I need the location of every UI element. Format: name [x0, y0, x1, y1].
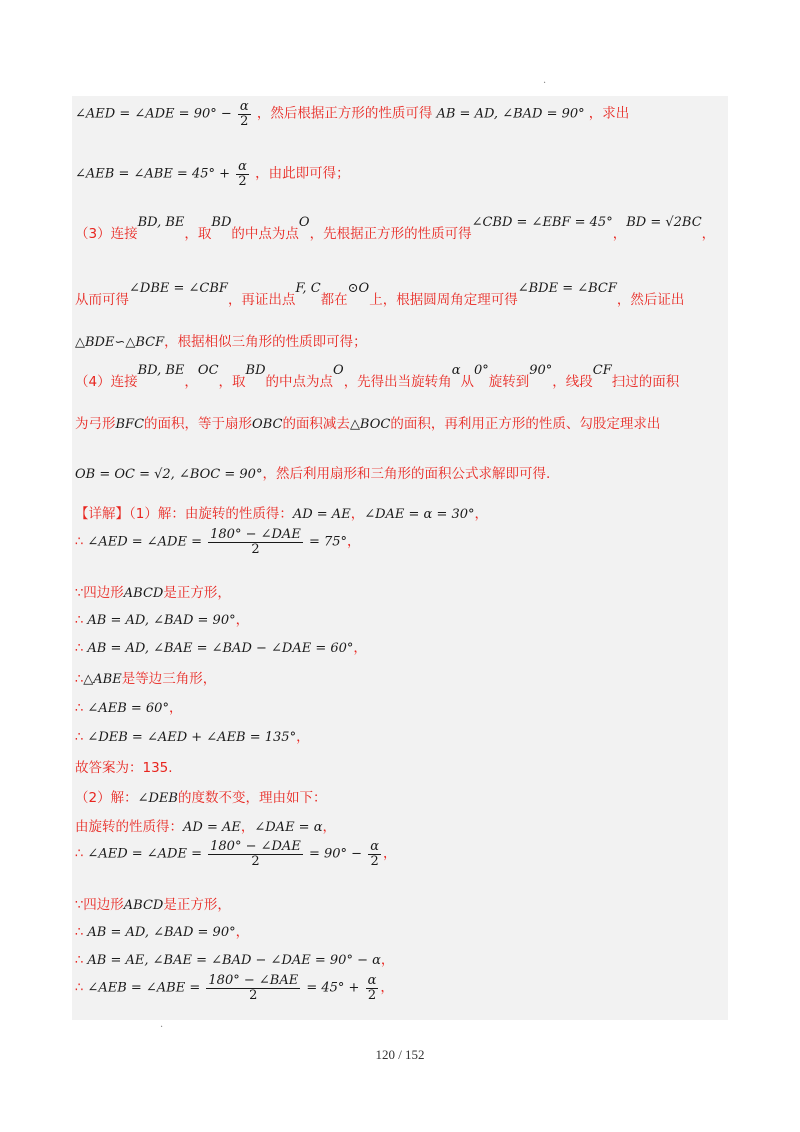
math-expr: △BOC: [349, 417, 391, 432]
math-expr: O: [298, 215, 310, 230]
explanation-text: 从: [460, 374, 474, 390]
explanation-text: 由旋转的性质得：: [75, 819, 183, 835]
because-symbol: ∵: [75, 586, 84, 601]
solution-line-14: [75, 920, 249, 940]
explanation-text: 都在: [320, 292, 348, 308]
math-expr: BD: [211, 215, 232, 230]
analysis-line-3: [75, 215, 716, 242]
page-number: 120 / 152: [375, 1047, 425, 1062]
solution-line-16: [75, 974, 394, 1002]
math-expr: BD = √2BC: [626, 215, 702, 230]
solution-line-15: [75, 948, 394, 968]
analysis-line-6: [75, 363, 680, 390]
explanation-text: ，先得出当旋转角: [343, 374, 452, 390]
math-expr: △BDE∽△BCF: [75, 335, 165, 350]
fraction: $\frac{\text{180° − ∠BAE}}{2}$: [208, 973, 299, 1003]
therefore-symbol: ∴: [75, 953, 84, 968]
analysis-line-5: [75, 330, 367, 350]
explanation-text: ，先根据正方形的性质可得: [309, 226, 472, 242]
math-expr: AB = AD, ∠BAE = ∠BAD − ∠DAE = 60°: [87, 641, 354, 656]
math-expr: 0°: [473, 363, 489, 378]
math-expr: ∠DEB: [137, 791, 178, 806]
explanation-text: ，然后证出: [616, 292, 685, 308]
math-expr: = 90° −: [308, 846, 363, 862]
math-expr: ∠AEB = ∠ABE = 45° +: [75, 166, 231, 182]
stray-dot: ·: [160, 1022, 164, 1033]
explanation-text: ，再证出点: [227, 292, 296, 308]
math-expr: F, C: [295, 281, 321, 296]
explanation-text: 为弓形: [75, 416, 116, 432]
therefore-symbol: ∴: [75, 980, 84, 996]
math-expr: BD: [245, 363, 266, 378]
math-expr: ⊙O: [347, 281, 370, 296]
math-expr: = 45° +: [306, 980, 360, 996]
therefore-symbol: ∴: [75, 672, 84, 687]
therefore-symbol: ∴: [75, 641, 84, 656]
solution-line-7: [75, 696, 182, 716]
solution-line-13: [75, 893, 231, 913]
math-expr: AB = AE, ∠BAE = ∠BAD − ∠DAE = 90° − α: [87, 953, 381, 968]
therefore-symbol: ∴: [75, 925, 84, 940]
math-expr: ABCD: [123, 898, 164, 913]
math-expr: OC: [197, 363, 219, 378]
explanation-text: ，: [701, 226, 716, 242]
math-expr: α: [451, 363, 461, 378]
analysis-line-1: [75, 100, 629, 128]
because-symbol: ∵: [75, 898, 84, 913]
explanation-text: 的面积减去: [282, 416, 350, 432]
analysis-line-2: [75, 160, 350, 188]
explanation-text: ，取: [184, 226, 212, 242]
explanation-text: （2）解：: [75, 790, 138, 806]
math-expr: ∠AEB = ∠ABE =: [87, 980, 201, 996]
explanation-text: ，: [380, 952, 395, 968]
therefore-symbol: ∴: [75, 613, 84, 628]
therefore-symbol: ∴: [75, 846, 84, 862]
explanation-text: 【详解】（1）解：由旋转的性质得：: [75, 506, 293, 522]
fraction: $\frac{\alpha}{2}$: [367, 973, 377, 1003]
explanation-text: ，: [168, 700, 183, 716]
math-expr: ∠DAE = α = 30°: [364, 507, 475, 522]
explanation-text: ，: [184, 374, 198, 390]
solution-line-6: [75, 667, 216, 687]
math-expr: ABCD: [123, 586, 164, 601]
math-expr: BD, BE: [137, 363, 185, 378]
math-expr: ∠AEB = 60°: [87, 701, 169, 716]
math-expr: AB = AD, ∠BAD = 90°: [87, 613, 236, 628]
explanation-text: ，根据相似三角形的性质即可得；: [164, 334, 367, 350]
math-expr: AB = AD, ∠BAD = 90°: [436, 106, 585, 122]
solution-line-12: [75, 840, 396, 868]
analysis-line-7: [75, 412, 660, 432]
solution-line-9: [75, 756, 173, 776]
fraction: $\frac{\text{180° − ∠DAE}}{2}$: [210, 527, 301, 557]
stray-dot: ·: [543, 78, 547, 89]
explanation-text: 旋转到: [488, 374, 530, 390]
math-expr: ∠AED = ∠ADE =: [87, 846, 202, 862]
explanation-text: ，: [612, 226, 627, 242]
fraction: $\frac{\alpha}{2}$: [239, 99, 249, 129]
explanation-text: ，求出: [588, 105, 630, 122]
explanation-text: ，由此即可得；: [255, 165, 350, 182]
explanation-text: ，: [350, 506, 365, 522]
solution-line-11: [75, 815, 336, 835]
math-expr: O: [333, 363, 344, 378]
explanation-text: 从而可得: [75, 292, 129, 308]
explanation-text: 四边形: [83, 897, 124, 913]
explanation-text: （3）连接: [75, 226, 138, 242]
explanation-text: ，: [347, 533, 361, 550]
solution-line-5: [75, 636, 367, 656]
analysis-line-4: [75, 281, 685, 308]
solution-line-3: [75, 581, 231, 601]
explanation-text: ，: [382, 845, 397, 862]
math-expr: ∠AED = ∠ADE = 90° −: [75, 106, 232, 122]
solution-line-8: [75, 725, 310, 745]
math-expr: ∠DAE = α: [254, 820, 323, 835]
explanation-text: （4）连接: [75, 374, 138, 390]
explanation-text: ，: [474, 506, 489, 522]
explanation-text: ，: [240, 819, 255, 835]
explanation-text: ，: [322, 819, 336, 835]
explanation-text: ，: [235, 612, 250, 628]
explanation-text: 是正方形，: [163, 897, 231, 913]
math-expr: BFC: [115, 417, 145, 432]
answer-text: 故答案为：135.: [75, 760, 173, 776]
solution-line-4: [75, 608, 249, 628]
math-expr: BD, BE: [137, 215, 185, 230]
explanation-text: 扫过的面积: [611, 374, 680, 390]
math-expr: ∠DEB = ∠AED + ∠AEB = 135°: [87, 730, 297, 745]
fraction: $\frac{\text{180° − ∠DAE}}{2}$: [210, 839, 301, 869]
math-expr: ∠DBE = ∠CBF: [129, 281, 228, 296]
therefore-symbol: ∴: [75, 730, 84, 745]
explanation-text: 是正方形，: [163, 585, 231, 601]
therefore-symbol: ∴: [75, 534, 84, 550]
math-expr: OBC: [252, 417, 283, 432]
explanation-text: 的面积，再利用正方形的性质、勾股定理求出: [390, 416, 661, 432]
explanation-text: ，取: [218, 374, 246, 390]
solution-line-2: [75, 528, 361, 556]
explanation-text: 的中点为点: [231, 226, 299, 242]
explanation-text: ，线段: [552, 374, 593, 390]
math-expr: OB = OC = √2, ∠BOC = 90°: [75, 467, 263, 482]
explanation-text: ，: [353, 640, 367, 656]
math-expr: AD = AE: [292, 507, 351, 522]
analysis-line-8: [75, 462, 550, 482]
math-expr: ∠CBD = ∠EBF = 45°: [471, 215, 613, 230]
explanation-text: 的面积，等于扇形: [144, 416, 253, 432]
explanation-text: ，: [235, 924, 250, 940]
explanation-text: 是等边三角形，: [121, 671, 217, 687]
explanation-text: 四边形: [83, 585, 124, 601]
explanation-text: ，然后根据正方形的性质可得: [256, 105, 433, 122]
solution-line-1: [75, 502, 488, 522]
math-expr: ∠AED = ∠ADE =: [87, 534, 202, 550]
fraction: $\frac{\alpha}{2}$: [370, 839, 379, 869]
solution-line-10: [75, 786, 326, 806]
math-expr: CF: [592, 363, 612, 378]
math-expr: △ABE: [83, 672, 122, 687]
explanation-text: 的度数不变，理由如下：: [177, 790, 327, 806]
fraction: $\frac{\alpha}{2}$: [238, 159, 247, 189]
explanation-text: ，: [380, 979, 394, 996]
therefore-symbol: ∴: [75, 701, 84, 716]
math-expr: = 75°: [308, 534, 348, 550]
math-expr: AD = AE: [183, 820, 241, 835]
explanation-text: 上，根据圆周角定理可得: [369, 292, 518, 308]
math-expr: 90°: [529, 363, 553, 378]
math-expr: ∠BDE = ∠BCF: [517, 281, 617, 296]
explanation-text: ，: [296, 729, 310, 745]
explanation-text: 的中点为点: [265, 374, 334, 390]
explanation-text: ，然后利用扇形和三角形的面积公式求解即可得.: [262, 466, 551, 482]
math-expr: AB = AD, ∠BAD = 90°: [87, 925, 236, 940]
